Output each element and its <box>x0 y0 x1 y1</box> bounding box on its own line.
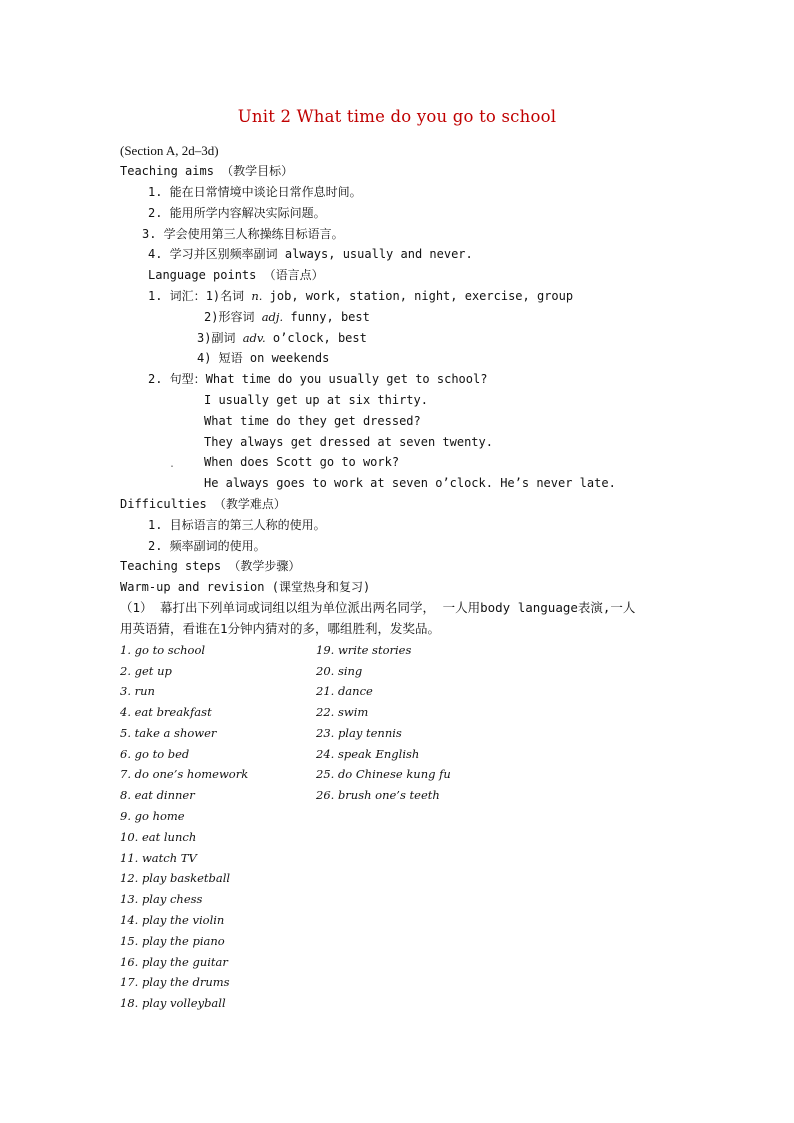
phrase-item: 14. play the violin <box>120 913 225 927</box>
sentence: I usually get up at six thirty. <box>204 393 428 407</box>
aim-item: 2. 能用所学内容解决实际问题。 <box>148 206 326 220</box>
vocab-words: job, work, station, night, exercise, group <box>262 289 574 303</box>
sentence-line <box>148 371 487 387</box>
phrase-item: 2. get up <box>120 664 172 678</box>
phrase-item: 26. brush one’s teeth <box>316 788 440 802</box>
sentence-label: 2. 句型： <box>148 372 206 386</box>
vocab-label: 1. 词汇： <box>148 289 206 303</box>
vocab-line <box>197 330 367 346</box>
vocab-category: 3)副词 <box>197 331 243 345</box>
language-points-heading: Language points （语言点） <box>148 268 324 282</box>
phrase-item: 5. take a shower <box>120 726 217 740</box>
phrase-item: 16. play the guitar <box>120 955 228 969</box>
sentence: What time do they get dressed? <box>204 414 421 428</box>
sentence: They always get dressed at seven twenty. <box>204 435 493 449</box>
sentence: What time do you usually get to school? <box>205 372 488 386</box>
vocab-line: 4) 短语 on weekends <box>197 351 330 365</box>
instruction-line: 用英语猜，看谁在1分钟内猜对的多，哪组胜利，发奖品。 <box>120 621 441 636</box>
phrase-item: 25. do Chinese kung fu <box>316 767 451 781</box>
section-label: (Section A, 2d–3d) <box>120 143 219 158</box>
vocab-category: 1)名词 <box>205 289 252 303</box>
sentence: He always goes to work at seven o’clock. He’s never late. <box>204 476 616 490</box>
warmup-heading: Warm-up and revision (课堂热身和复习) <box>120 580 371 594</box>
phrase-item: 10. eat lunch <box>120 830 197 844</box>
phrase-item: 6. go to bed <box>120 747 190 761</box>
teaching-steps-heading: Teaching steps （教学步骤） <box>120 559 301 573</box>
phrase-item: 22. swim <box>316 705 369 719</box>
aim-item: 1. 能在日常情境中谈论日常作息时间。 <box>148 185 362 199</box>
phrase-item: 7. do one’s homework <box>120 767 249 781</box>
instruction-line: （1） 幕打出下列单词或词组以组为单位派出两名同学， 一人用body language表演,一人 <box>120 600 636 615</box>
sentence: When does Scott go to work? <box>204 455 400 469</box>
part-of-speech: adv. <box>242 331 266 345</box>
vocab-category: 2)形容词 <box>204 310 262 324</box>
phrase-item: 1. go to school <box>120 643 206 657</box>
difficulties-heading: Difficulties （教学难点） <box>120 497 286 511</box>
stray-dot: . <box>169 459 176 470</box>
difficulty-item: 2. 频率副词的使用。 <box>148 539 266 553</box>
phrase-item: 3. run <box>120 684 155 698</box>
phrase-item: 23. play tennis <box>316 726 402 740</box>
phrase-item: 19. write stories <box>316 643 412 657</box>
page-title: Unit 2 What time do you go to school <box>237 107 557 126</box>
aim-item: 4. 学习并区别频率副词 always, usually and never. <box>148 247 473 261</box>
vocab-words: o’clock, best <box>265 331 367 345</box>
phrase-item: 21. dance <box>316 684 373 698</box>
vocab-line <box>148 288 573 304</box>
phrase-item: 24. speak English <box>316 747 420 761</box>
teaching-aims-heading: Teaching aims （教学目标） <box>120 164 294 178</box>
phrase-item: 9. go home <box>120 809 185 823</box>
phrase-item: 11. watch TV <box>120 851 197 865</box>
vocab-line <box>204 309 370 325</box>
phrase-item: 12. play basketball <box>120 871 231 885</box>
phrase-item: 17. play the drums <box>120 975 230 989</box>
part-of-speech: adj. <box>261 310 284 324</box>
phrase-item: 8. eat dinner <box>120 788 195 802</box>
phrase-item: 18. play volleyball <box>120 996 226 1010</box>
vocab-words: funny, best <box>283 310 370 324</box>
difficulty-item: 1. 目标语言的第三人称的使用。 <box>148 518 326 532</box>
phrase-item: 15. play the piano <box>120 934 225 948</box>
phrase-item: 13. play chess <box>120 892 203 906</box>
aim-item: 3. 学会使用第三人称操练目标语言。 <box>142 227 344 241</box>
phrase-item: 4. eat breakfast <box>120 705 212 719</box>
part-of-speech: n. <box>251 289 263 303</box>
phrase-item: 20. sing <box>316 664 363 678</box>
